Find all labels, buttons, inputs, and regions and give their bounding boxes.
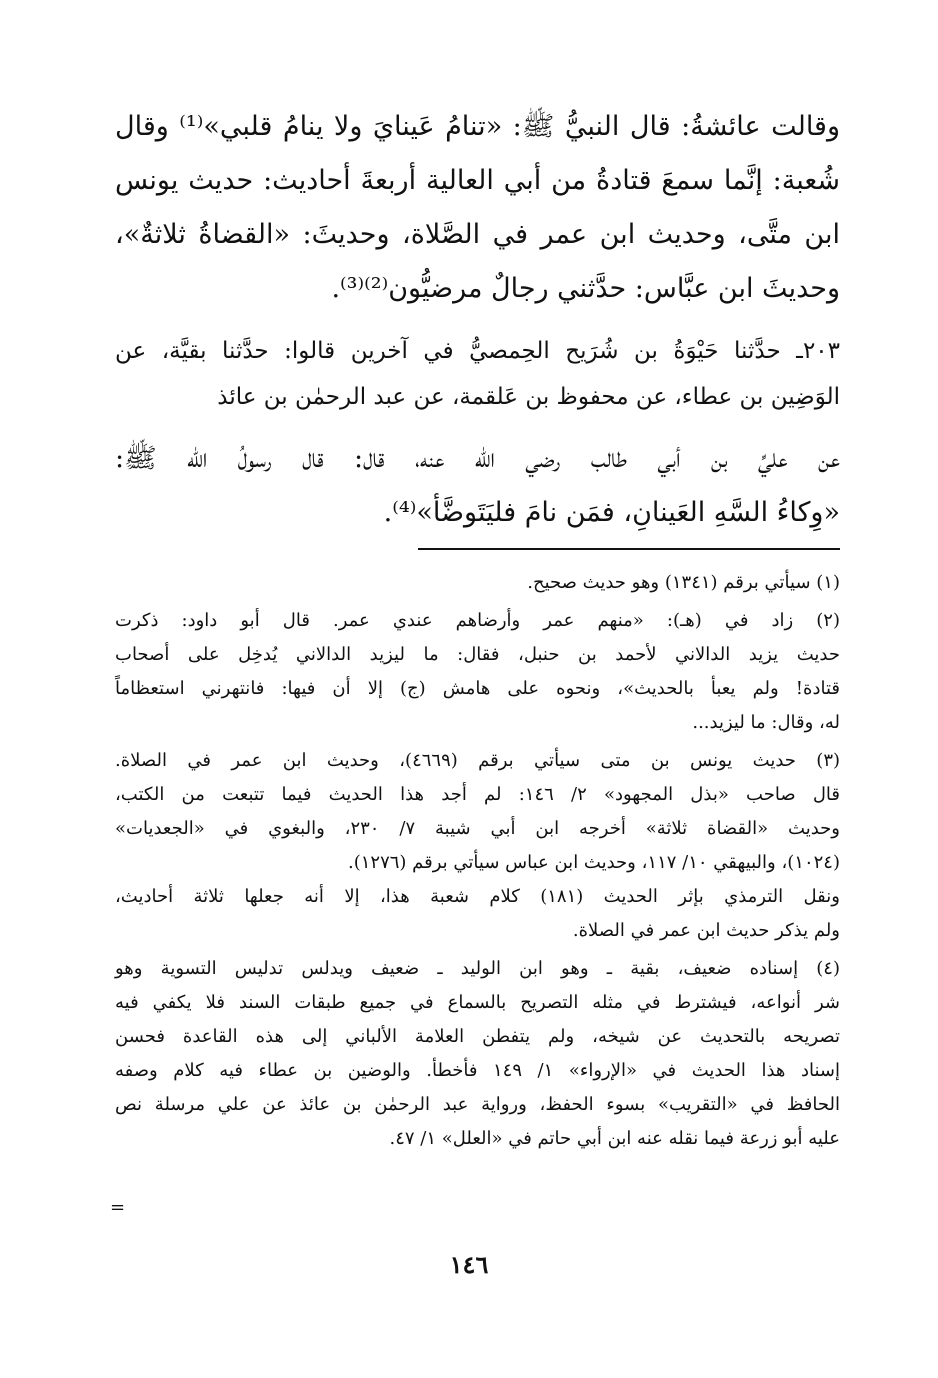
footnote-line: (٢) زاد في (هـ): «منهم عمر وأرضاهم عندي عمر. قال أبو داود: ذكرت: [115, 610, 840, 631]
page-number: ١٤٦: [449, 1250, 489, 1279]
footnote-1: [115, 566, 840, 600]
footnote-line: إسناد هذا الحديث في «الإرواء» ١/ ١٤٩ فأخطأ. والوضين بن عطاء فيه كلام وصفه: [115, 1060, 840, 1081]
footnote-line: ولم يذكر حديث ابن عمر في الصلاة.: [572, 920, 840, 941]
footnote-3: [115, 744, 840, 948]
footnote-divider: [418, 548, 840, 550]
footnote-line: (١٠٢٤)، والبيهقي ١٠/ ١١٧، وحديث ابن عباس سيأتي برقم (١٢٧٦).: [347, 852, 840, 873]
footnote-line: (١) سيأتي برقم (١٣٤١) وهو حديث صحيح.: [527, 572, 840, 593]
footnote-line: حديث يزيد الدالاني لأحمد بن حنبل، فقال: ما ليزيد الدالاني يُدخِل على أصحاب: [115, 644, 840, 665]
footnotes: [115, 566, 840, 1156]
paragraph-aisha-report: [115, 100, 840, 316]
footnote-line: قتادة! ولم يعبأ بالحديث»، ونحوه على هامش (ج) إلا أن فيها: فانتهرني استعظاماً: [115, 678, 840, 699]
text-line: وحديثَ ابن عبَّاس: حدَّثني رجالٌ مرضيُّون⁽²⁾⁽³⁾.: [331, 273, 840, 304]
footnote-line: (٤) إسناده ضعيف، بقية ـ وهو ابن الوليد ـ ضعيف ويدلس تدليس التسوية وهو: [115, 958, 840, 979]
footnote-line: (٣) حديث يونس بن متى سيأتي برقم (٤٦٦٩)، وحديث ابن عمر في الصلاة.: [115, 750, 841, 771]
text-line: ٢٠٣ـ حدَّثنا حَيْوَةُ بن شُرَيح الحِمصيُّ في آخرين قالوا: حدَّثنا بقيَّة، عن: [115, 338, 840, 364]
text-line: الوَضِين بن عطاء، عن محفوظ بن عَلقمة، عن عبد الرحمٰن بن عائذ: [217, 384, 840, 410]
footnote-2: [115, 604, 840, 740]
text-line: ابن متَّى، وحديث ابن عمر في الصَّلاة، وحديثَ: «القضاةُ ثلاثةٌ»،: [115, 219, 840, 250]
footnote-line: شر أنواعه، فيشترط في مثله التصريح بالسماع في جميع طبقات السند فلا يكفي فيه: [115, 992, 840, 1013]
footnote-line: الحافظ في «التقريب» بسوء الحفظ، ورواية عبد الرحمٰن بن عائذ عن علي مرسلة نص: [115, 1094, 840, 1115]
main-text: [115, 100, 840, 540]
footnote-line: له، وقال: ما ليزيد...: [692, 712, 840, 733]
footnote-line: تصريحه بالتحديث عن شيخه، ولم يتفطن العلامة الألباني إلى هذه القاعدة فحسن: [115, 1026, 840, 1047]
footnote-line: ونقل الترمذي بإثر الحديث (١٨١) كلام شعبة هذا، إلا أنه جعلها ثلاثة أحاديث،: [115, 886, 840, 907]
text-line: شُعبة: إنَّما سمعَ قتادةُ من أبي العالية أربعةَ أحاديث: حديث يونس: [115, 165, 840, 196]
hadith-203-text: [115, 432, 840, 540]
footnote-line: عليه أبو زرعة فيما نقله عنه ابن أبي حاتم في «العلل» ١/ ٤٧.: [389, 1128, 840, 1149]
footnote-4: [115, 952, 840, 1156]
footnote-line: وحديث «القضاة ثلاثة» أخرجه ابن أبي شيبة ٧/ ٢٣٠، والبغوي في «الجعديات»: [115, 818, 840, 839]
continuation-mark: =: [110, 1197, 126, 1218]
text-line: وقالت عائشةُ: قال النبيُّ ﷺ: «تنامُ عَينايَ ولا ينامُ قلبي»⁽¹⁾ وقال: [115, 111, 840, 142]
text-line: «وِكاءُ السَّهِ العَينانِ، فمَن نامَ فليَتَوضَّأ»⁽⁴⁾.: [383, 497, 840, 528]
footnote-line: قال صاحب «بذل المجهود» ٢/ ١٤٦: لم أجد هذا الحديث فيما تتبعت من الكتب،: [115, 784, 840, 805]
hadith-203-chain: [115, 328, 840, 420]
text-line: عن عليِّ بن أبي طالب رضي الله عنه، قال: قال رسولُ الله ﷺ:: [115, 443, 840, 474]
